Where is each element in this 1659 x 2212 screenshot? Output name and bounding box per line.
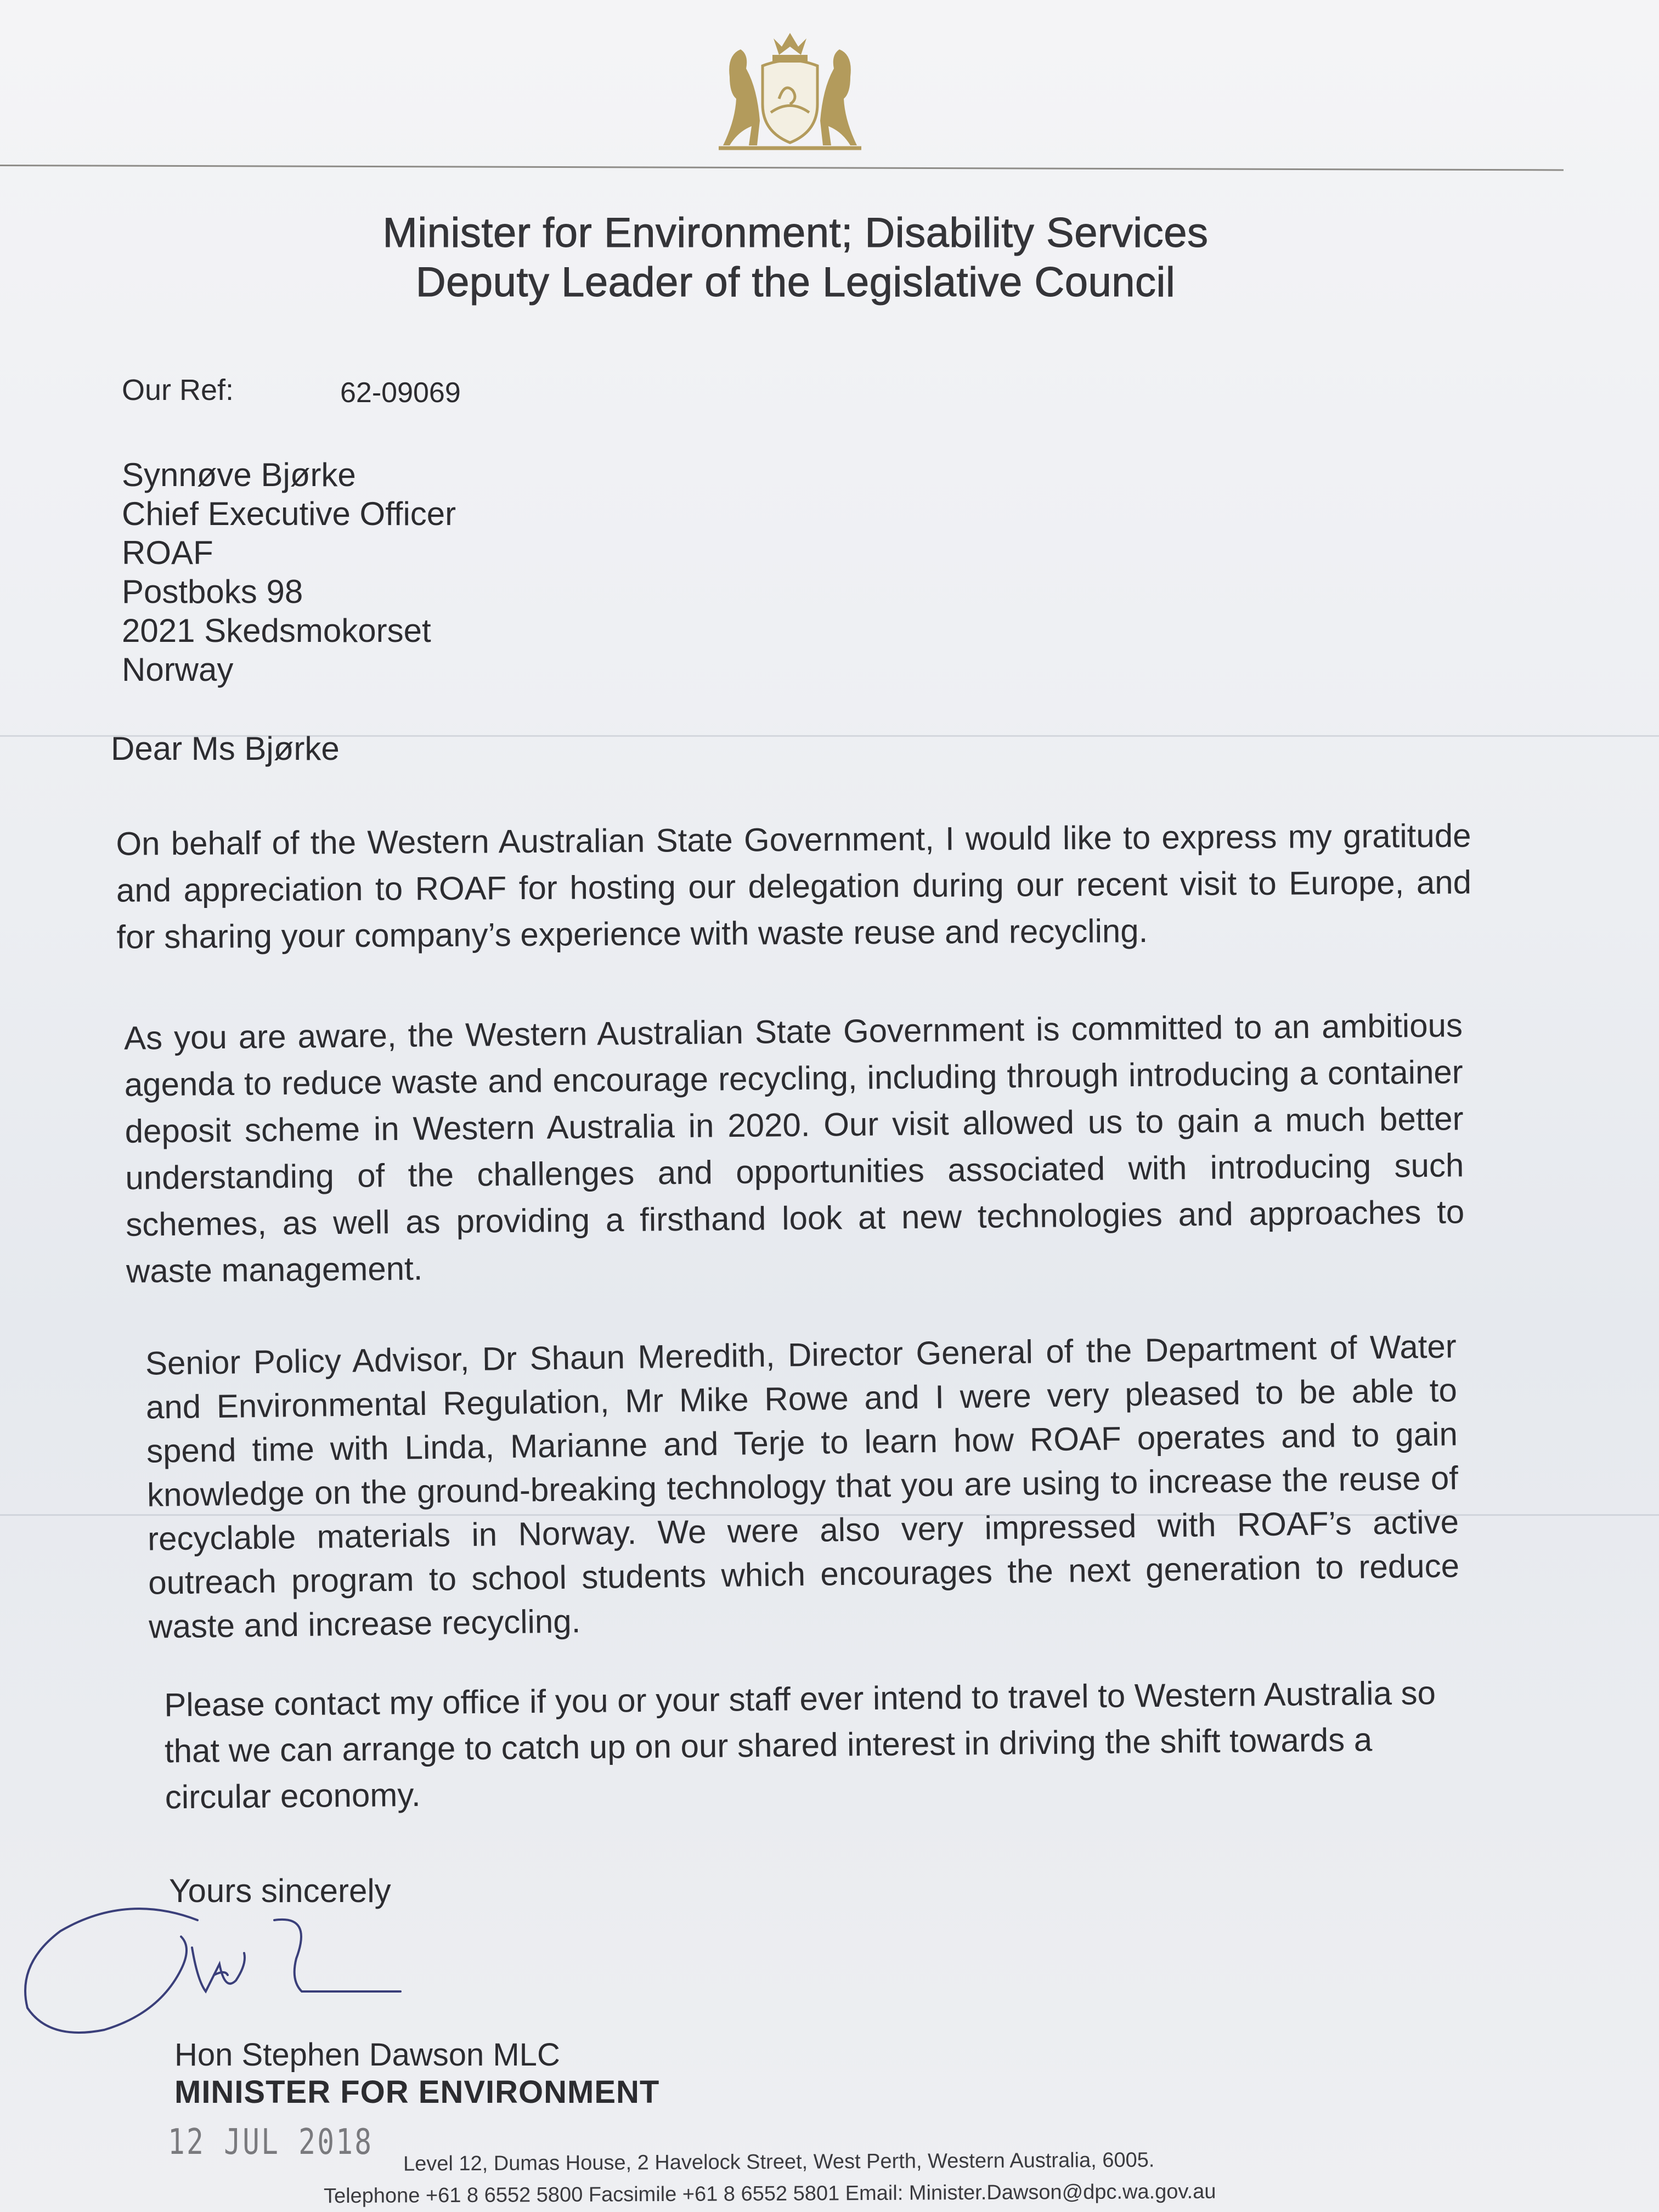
recipient-street: Postboks 98 — [122, 573, 303, 610]
body-paragraph: Please contact my office if you or your staff ever intend to travel to Western Australia so that we can arrange to catch up on our shared interest in driving the shift towards a circular economy. — [163, 1674, 1436, 1816]
recipient-address — [122, 455, 456, 689]
handwritten-signature — [16, 1898, 411, 2057]
letterhead-title-line2: Deputy Leader of the Legislative Council — [415, 259, 1176, 306]
recipient-organisation: ROAF — [122, 534, 213, 571]
footer-address: Level 12, Dumas House, 2 Havelock Street, West Perth, Western Australia, 6005. — [403, 2148, 1155, 2176]
recipient-position: Chief Executive Officer — [122, 495, 456, 532]
footer-contact: Telephone +61 8 6552 5800 Facsimile +61 8 6552 5801 Email: Minister.Dawson@dpc.wa.gov.au — [323, 2180, 1216, 2208]
date-stamp: 12 JUL 2018 — [168, 2122, 374, 2163]
header-divider — [0, 165, 1564, 171]
recipient-country: Norway — [122, 651, 234, 688]
signatory-name: Hon Stephen Dawson MLC — [174, 2037, 560, 2073]
recipient-name: Synnøve Bjørke — [122, 456, 356, 493]
reference-label: Our Ref: — [122, 374, 234, 407]
coat-of-arms-logo — [697, 16, 883, 154]
recipient-city: 2021 Skedsmokorset — [122, 612, 431, 649]
body-paragraph: On behalf of the Western Australian State Government, I would like to express my gratitude and appreciation to ROAF for hosting our delegation during our recent visit to Europe, and for sharing your company’s experience with waste reuse and recycling. — [116, 817, 1472, 956]
letterhead-title-line1: Minister for Environment; Disability Services — [382, 210, 1209, 256]
reference-value: 62-09069 — [340, 377, 461, 409]
salutation: Dear Ms Bjørke — [111, 730, 340, 767]
signatory-title: MINISTER FOR ENVIRONMENT — [174, 2074, 660, 2110]
body-paragraph: As you are aware, the Western Australian State Government is committed to an ambitious agenda to reduce waste and encourage recycling, including through introducing a container deposit scheme in Western Australia in 2020. Our visit allowed us to gain a much better understanding of the challenges and opportunities associated with introducing such schemes, as well as providing a firsthand look at new technologies and approaches to waste management. — [123, 1007, 1465, 1290]
closing: Yours sincerely — [169, 1872, 391, 1909]
body-paragraph: Senior Policy Advisor, Dr Shaun Meredith, Director General of the Department of Water and Environmental Regulation, Mr Mike Rowe and I were very pleased to be able to spend time with Linda, Marianne and Terje to learn how ROAF operates and to gain knowledge on the ground-breaking technology that you are using to increase the reuse of recyclable materials in Norway. We were also very impressed with ROAF’s active outreach program to school students which encourages the next generation to reduce waste and increase recycling. — [145, 1328, 1460, 1645]
letterhead-title — [0, 208, 1591, 307]
